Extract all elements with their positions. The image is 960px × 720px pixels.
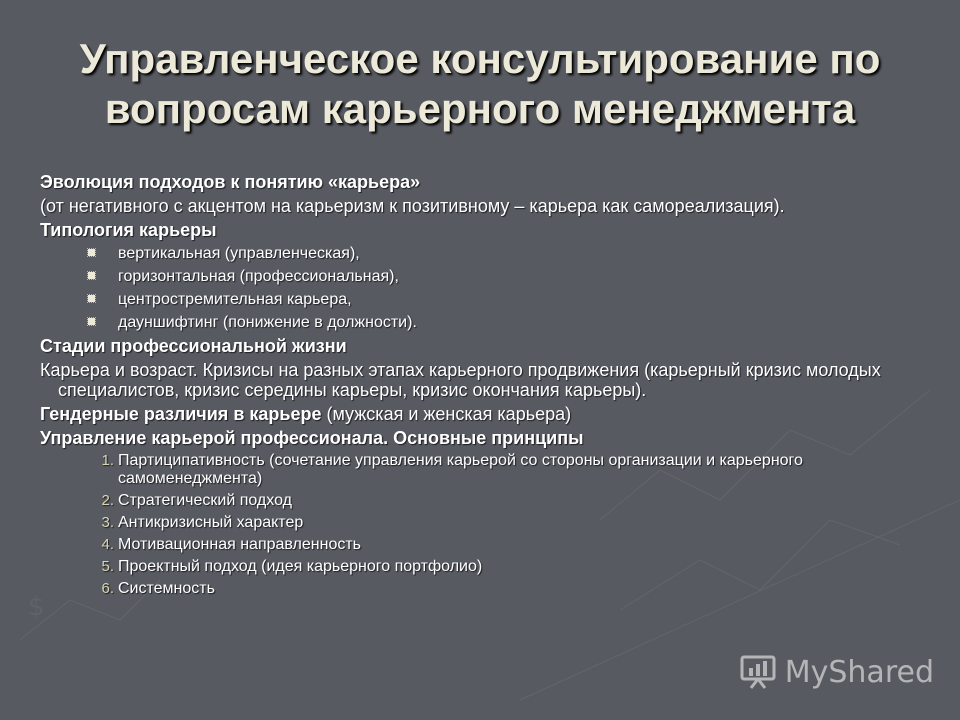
square-bullet-icon xyxy=(88,318,95,325)
watermark-text: MyShared xyxy=(784,654,934,690)
list-item: 5. Проектный подход (идея карьерного портфолио) xyxy=(118,558,920,576)
gender-heading: Гендерные различия в карьере xyxy=(40,404,322,424)
square-bullet-icon xyxy=(88,295,95,302)
presentation-board-icon xyxy=(739,654,777,690)
square-bullet-icon xyxy=(88,272,95,279)
slide-content xyxy=(40,168,920,598)
list-item: 3. Антикризисный характер xyxy=(118,514,920,532)
management-heading: Управление карьерой профессионала. Основные принципы xyxy=(40,428,584,448)
list-item: вертикальная (управленческая), xyxy=(118,245,920,263)
gender-text: (мужская и женская карьера) xyxy=(321,404,572,424)
list-number: 2. xyxy=(101,492,114,509)
watermark xyxy=(739,652,934,692)
stages-heading: Стадии профессиональной жизни xyxy=(40,336,347,356)
list-item: 2. Стратегический подход xyxy=(118,492,920,510)
list-item: 1. Партиципативность (сочетание управления карьерой со стороны организации и карьерного самоменеджмента) xyxy=(118,452,920,488)
list-number: 6. xyxy=(101,580,114,597)
list-item: 4. Мотивационная направленность xyxy=(118,536,920,554)
gender-line xyxy=(40,404,920,424)
typology-list xyxy=(40,245,920,332)
list-item: центростремительная карьера, xyxy=(118,291,920,309)
evolution-text: (от негативного с акцентом на карьеризм к позитивному – карьера как самореализация). xyxy=(40,196,785,216)
slide-title: Управленческое консультирование по вопросам карьерного менеджмента xyxy=(79,35,881,132)
square-bullet-icon xyxy=(88,249,95,256)
list-number: 5. xyxy=(101,558,114,575)
list-number: 1. xyxy=(101,452,114,469)
principles-list xyxy=(40,452,920,598)
typology-heading: Типология карьеры xyxy=(40,220,217,240)
svg-text:$: $ xyxy=(28,592,45,622)
list-item: 6. Системность xyxy=(118,580,920,598)
age-text: Карьера и возраст. Кризисы на разных этапах карьерного продвижения (карьерный кризис молодых специалистов, кризис середины карьеры, кризис окончания карьеры). xyxy=(40,360,881,400)
list-item: горизонтальная (профессиональная), xyxy=(118,268,920,286)
list-number: 4. xyxy=(101,536,114,553)
list-number: 3. xyxy=(101,514,114,531)
list-item: дауншифтинг (понижение в должности). xyxy=(118,314,920,332)
evolution-heading: Эволюция подходов к понятию «карьера» xyxy=(40,172,421,192)
